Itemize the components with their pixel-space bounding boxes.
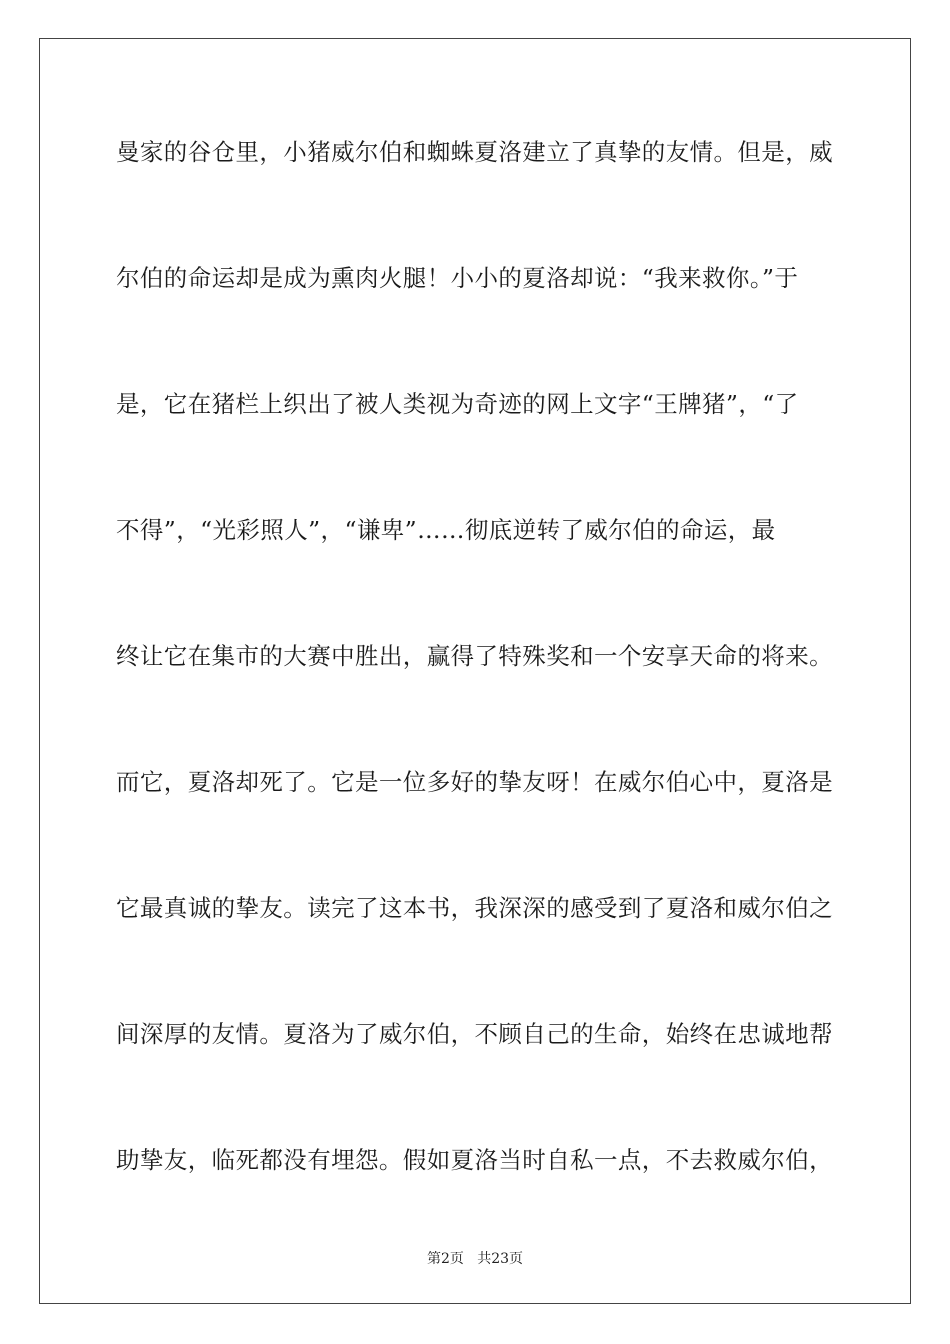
text-line: 它最真诚的挚友。读完了这本书，我深深的感受到了夏洛和威尔伯之 <box>116 894 833 922</box>
text-line: 助挚友，临死都没有埋怨。假如夏洛当时自私一点，不去救威尔伯， <box>116 1146 833 1174</box>
text-line: 是，它在猪栏上织出了被人类视为奇迹的网上文字“王牌猪”，“了 <box>116 390 799 418</box>
text-line: 不得”，“光彩照人”，“谦卑”……彻底逆转了威尔伯的命运，最 <box>116 516 776 544</box>
text-line: 而它，夏洛却死了。它是一位多好的挚友呀！在威尔伯心中，夏洛是 <box>116 768 833 796</box>
text-line: 尔伯的命运却是成为熏肉火腿！小小的夏洛却说：“我来救你。”于 <box>116 264 799 292</box>
text-line: 间深厚的友情。夏洛为了威尔伯，不顾自己的生命，始终在忠诚地帮 <box>116 1020 833 1048</box>
text-line: 曼家的谷仓里，小猪威尔伯和蜘蛛夏洛建立了真挚的友情。但是，威 <box>116 138 833 166</box>
page-number-footer: 第2页 共23页 <box>426 1251 524 1267</box>
text-line: 终让它在集市的大赛中胜出，赢得了特殊奖和一个安享天命的将来。 <box>116 642 833 670</box>
document-body <box>116 128 836 1262</box>
